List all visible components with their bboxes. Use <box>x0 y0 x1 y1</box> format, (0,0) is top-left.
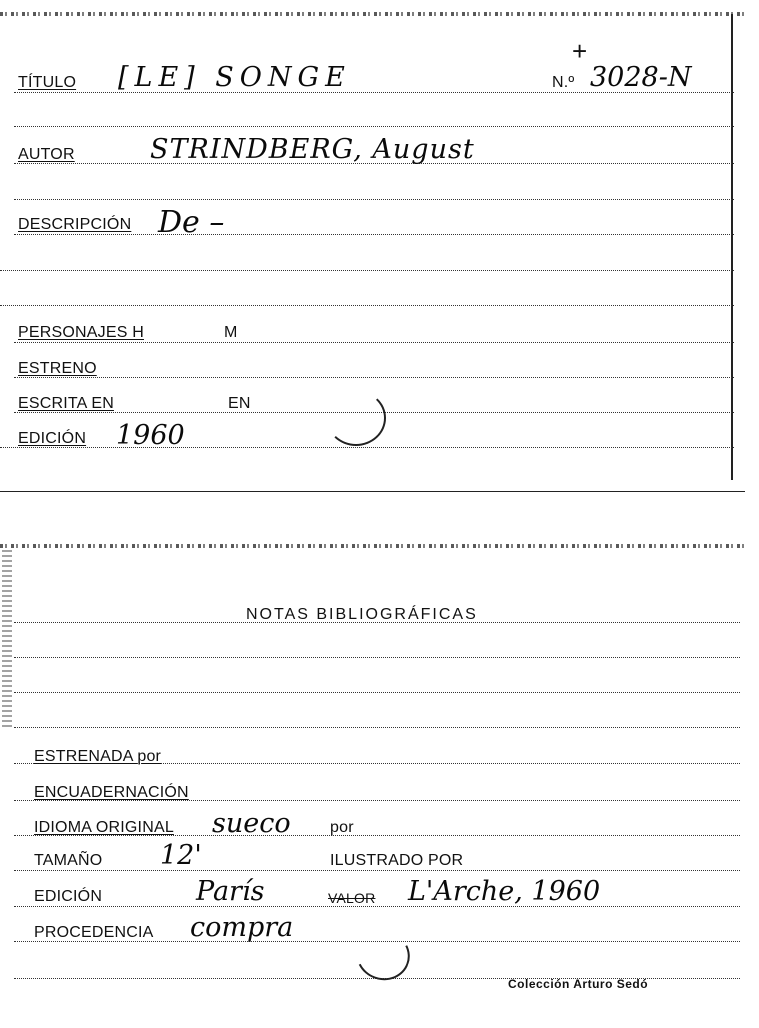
collection-footer: Colección Arturo Sedó <box>508 977 649 991</box>
estrenada-label: ESTRENADA por <box>34 748 162 765</box>
personajes-label: PERSONAJES H <box>18 324 144 341</box>
punch-hole-mark <box>326 390 386 446</box>
card-top-edge <box>0 12 745 16</box>
row-line <box>14 727 740 728</box>
card-bottom-edge <box>0 491 745 492</box>
row-line-edicion <box>14 906 740 907</box>
escrita-label: ESCRITA EN <box>18 395 114 412</box>
edicion-publisher: L'Arche, 1960 <box>408 876 601 907</box>
descripcion-label: DESCRIPCIÓN <box>18 216 132 233</box>
row-line-descripcion <box>14 234 734 235</box>
catalog-card-front <box>0 0 745 492</box>
row-line <box>14 199 734 200</box>
autor-value: STRINDBERG, August <box>150 134 475 165</box>
row-line-personajes <box>14 342 734 343</box>
row-line <box>0 270 734 271</box>
tamano-label: TAMAÑO <box>34 852 103 869</box>
numero-mark: + <box>572 36 588 66</box>
personajes-m-label: M <box>224 324 238 341</box>
row-line-estreno <box>14 377 734 378</box>
idioma-value: sueco <box>212 808 291 839</box>
edicion-label: EDICIÓN <box>18 430 87 447</box>
escrita-en-label: EN <box>228 395 251 412</box>
row-line <box>0 305 734 306</box>
card-top-edge <box>0 544 745 548</box>
procedencia-label: PROCEDENCIA <box>34 924 154 941</box>
card-left-edge <box>2 550 12 730</box>
ilustrado-label: ILUSTRADO POR <box>330 852 464 869</box>
row-line-edicion <box>0 447 734 448</box>
row-line <box>14 622 740 623</box>
notas-heading: NOTAS BIBLIOGRÁFICAS <box>246 606 478 623</box>
edicion-value: 1960 <box>116 420 185 451</box>
por-label: por <box>330 819 354 836</box>
valor-label: VALOR <box>328 890 376 906</box>
descripcion-value: De – <box>158 205 225 240</box>
numero-label: N.º <box>552 74 575 91</box>
card-right-edge <box>731 14 733 480</box>
row-line-tamano <box>14 870 740 871</box>
edicion-back-label: EDICIÓN <box>34 888 103 905</box>
autor-label: AUTOR <box>18 146 75 163</box>
titulo-value: [LE] SONGE <box>118 62 351 93</box>
catalog-card-back <box>0 540 745 1000</box>
procedencia-value: compra <box>190 912 294 943</box>
edicion-place: París <box>196 876 265 907</box>
numero-value: 3028-N <box>590 62 692 93</box>
tamano-value: 12' <box>160 840 202 871</box>
estreno-label: ESTRENO <box>18 360 97 377</box>
row-line <box>14 126 734 127</box>
row-line <box>14 657 740 658</box>
encuadernacion-label: ENCUADERNACIÓN <box>34 784 189 801</box>
row-line <box>14 692 740 693</box>
idioma-label: IDIOMA ORIGINAL <box>34 819 174 836</box>
titulo-label: TÍTULO <box>18 74 77 91</box>
